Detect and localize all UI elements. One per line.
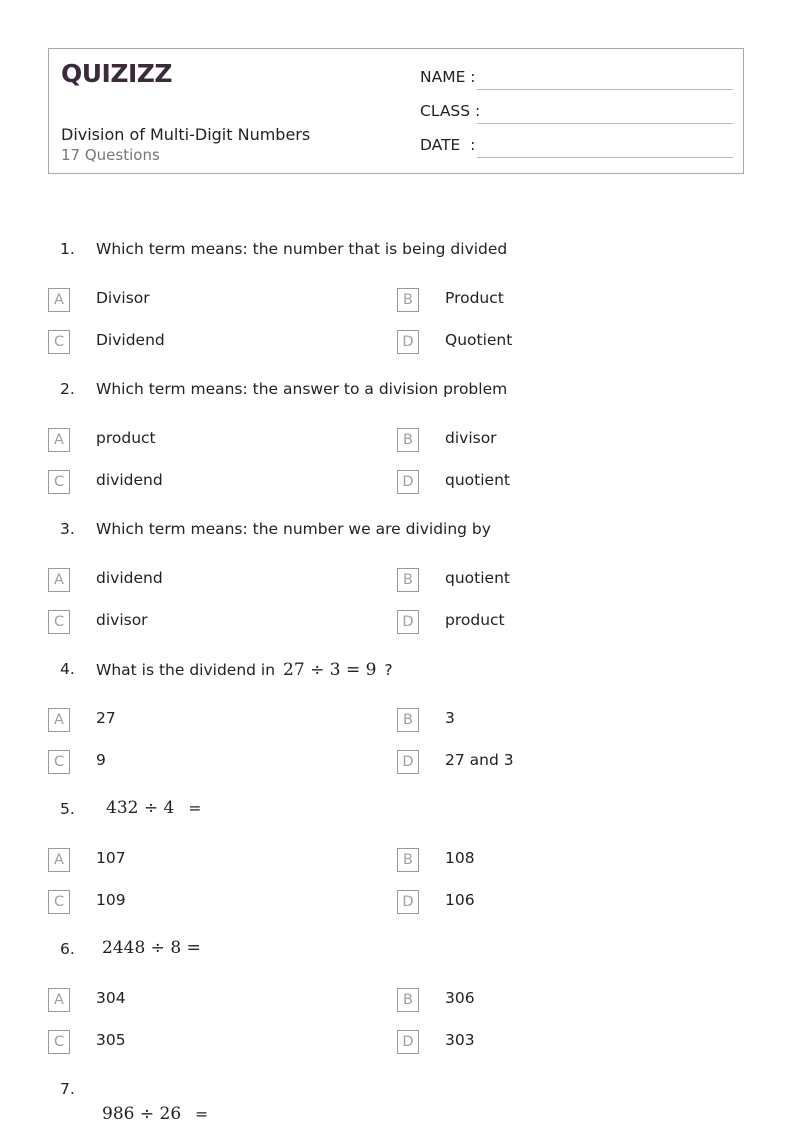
- option-letter-box[interactable]: D: [397, 330, 419, 354]
- option-text: 106: [445, 891, 475, 909]
- option-text: Divisor: [96, 289, 150, 307]
- option-text: 108: [445, 849, 475, 867]
- option-letter-box[interactable]: D: [397, 610, 419, 634]
- question-number: 3.: [60, 520, 75, 538]
- option-letter-box[interactable]: C: [48, 750, 70, 774]
- option-letter-box[interactable]: A: [48, 428, 70, 452]
- question-number: 5.: [60, 800, 75, 818]
- question-text: [96, 380, 507, 398]
- question-prompt: Which term means: the number we are dividing by: [96, 520, 491, 538]
- worksheet-title: Division of Multi-Digit Numbers: [61, 125, 311, 144]
- question-number: 4.: [60, 660, 75, 678]
- date-label: DATE :: [420, 136, 476, 154]
- option-letter-box[interactable]: B: [397, 708, 419, 732]
- question-text: [96, 520, 491, 538]
- option-letter-box[interactable]: A: [48, 288, 70, 312]
- option-text: dividend: [96, 569, 163, 587]
- option-letter-box[interactable]: B: [397, 568, 419, 592]
- option-letter-box[interactable]: D: [397, 470, 419, 494]
- math-expression: 27 ÷ 3 = 9: [283, 660, 377, 680]
- quizizz-logo: QUIZIZZ: [61, 59, 173, 88]
- option-text: 304: [96, 989, 126, 1007]
- question-text: [106, 798, 201, 818]
- option-text: 9: [96, 751, 106, 769]
- option-letter-box[interactable]: A: [48, 848, 70, 872]
- option-text: 27 and 3: [445, 751, 514, 769]
- option-letter-box[interactable]: B: [397, 848, 419, 872]
- name-line: [477, 89, 733, 90]
- option-text: quotient: [445, 471, 510, 489]
- option-letter-box[interactable]: A: [48, 568, 70, 592]
- class-label: CLASS :: [420, 102, 481, 120]
- question-number: 1.: [60, 240, 75, 258]
- math-expression: 2448 ÷ 8 =: [102, 938, 201, 958]
- math-expression: 986 ÷ 26: [102, 1104, 182, 1124]
- question-text: [96, 660, 393, 680]
- option-letter-box[interactable]: D: [397, 890, 419, 914]
- option-text: Dividend: [96, 331, 165, 349]
- question-text: [102, 1104, 208, 1124]
- option-text: divisor: [445, 429, 497, 447]
- option-text: Quotient: [445, 331, 513, 349]
- question-prompt: Which term means: the answer to a division problem: [96, 380, 508, 398]
- option-text: 27: [96, 709, 116, 727]
- question-suffix: ?: [384, 661, 393, 679]
- option-letter-box[interactable]: B: [397, 288, 419, 312]
- option-text: Product: [445, 289, 504, 307]
- option-letter-box[interactable]: C: [48, 330, 70, 354]
- question-suffix: =: [188, 799, 202, 817]
- question-number: 6.: [60, 940, 75, 958]
- option-text: 306: [445, 989, 475, 1007]
- option-text: product: [96, 429, 156, 447]
- option-letter-box[interactable]: C: [48, 610, 70, 634]
- option-text: dividend: [96, 471, 163, 489]
- option-text: quotient: [445, 569, 510, 587]
- question-number: 7.: [60, 1080, 75, 1098]
- option-letter-box[interactable]: B: [397, 428, 419, 452]
- class-line: [477, 123, 733, 124]
- option-letter-box[interactable]: B: [397, 988, 419, 1012]
- option-letter-box[interactable]: D: [397, 1030, 419, 1054]
- option-text: 303: [445, 1031, 475, 1049]
- question-number: 2.: [60, 380, 75, 398]
- option-text: 107: [96, 849, 126, 867]
- question-count: 17 Questions: [61, 146, 160, 164]
- name-label: NAME :: [420, 68, 476, 86]
- question-suffix: =: [195, 1105, 209, 1123]
- option-text: 305: [96, 1031, 126, 1049]
- question-prompt: What is the dividend in: [96, 661, 276, 679]
- option-letter-box[interactable]: C: [48, 1030, 70, 1054]
- option-letter-box[interactable]: A: [48, 988, 70, 1012]
- worksheet-header: [48, 48, 744, 174]
- date-line: [477, 157, 733, 158]
- math-expression: 432 ÷ 4: [106, 798, 175, 818]
- question-text: [96, 240, 507, 258]
- option-letter-box[interactable]: D: [397, 750, 419, 774]
- option-letter-box[interactable]: C: [48, 890, 70, 914]
- option-letter-box[interactable]: C: [48, 470, 70, 494]
- question-prompt: Which term means: the number that is being divided: [96, 240, 508, 258]
- option-text: product: [445, 611, 505, 629]
- question-text: [102, 938, 209, 958]
- option-letter-box[interactable]: A: [48, 708, 70, 732]
- option-text: divisor: [96, 611, 148, 629]
- option-text: 109: [96, 891, 126, 909]
- option-text: 3: [445, 709, 455, 727]
